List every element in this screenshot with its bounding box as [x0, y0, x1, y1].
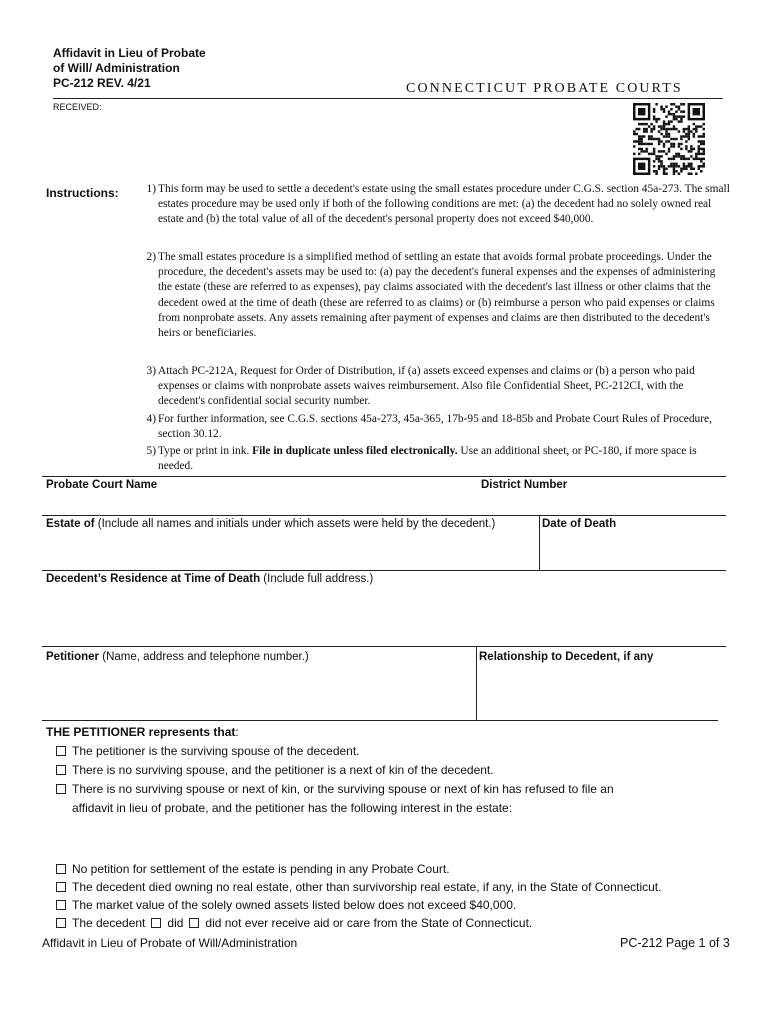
footer-form-name: Affidavit in Lieu of Probate of Will/Administration [42, 936, 298, 950]
option-next-of-kin[interactable] [56, 763, 494, 777]
option-other-interest[interactable] [56, 782, 614, 796]
statement-label: No petition for settlement of the estate is pending in any Probate Court. [72, 862, 450, 876]
header-divider [53, 98, 723, 99]
field-divider [42, 570, 726, 571]
instruction-text: The small estates procedure is a simplified method of settling an estate that avoids formal probate proceedings. Under the procedure, the decedent's assets may be used to: (a) pay the decedent's funeral expenses and the expenses of administering the estate (these are referred to as expenses), pay claims associated with the decedent's last illness or other claims that the decedent owed at the time of death (these are referred to as claims) or (b) reimburse a person who paid expenses or claims from nonprobate assets. Any assets remaining after payment of expenses and claims are then distributed to the decedent's heirs or beneficiaries. [158, 251, 716, 340]
footer-page-number: PC-212 Page 1 of 3 [620, 936, 730, 950]
did-checkbox[interactable] [151, 918, 161, 928]
instruction-text-part: Type or print in ink. [158, 445, 253, 457]
statement-no-petition[interactable] [56, 862, 450, 876]
represents-heading: THE PETITIONER represents that: [46, 725, 239, 739]
qr-code-icon [633, 103, 705, 175]
statement-market-value[interactable] [56, 898, 516, 912]
instruction-item [140, 412, 732, 442]
instruction-bold-note: File in duplicate unless filed electronically. [252, 445, 458, 457]
instructions-label: Instructions: [46, 186, 119, 200]
instruction-number: 2) [146, 251, 156, 263]
option-label: affidavit in lieu of probate, and the petitioner has the following interest in the estate: [72, 801, 513, 815]
relationship-field[interactable] [479, 668, 719, 718]
residence-label: Decedent’s Residence at Time of Death (Include full address.) [46, 573, 374, 585]
did-label: did [167, 916, 184, 930]
option-label: There is no surviving spouse or next of kin, or the surviving spouse or next of kin has refused to file an [72, 782, 614, 796]
instruction-text: Attach PC-212A, Request for Order of Distribution, if (a) assets exceed expenses and claims or (b) a person who paid expenses or claims with nonprobate assets waives reimbursement. Also file Confidential Sheet, PC-212CI, with the decedent's confidential social security number. [158, 365, 695, 408]
district-number-field[interactable] [481, 496, 721, 514]
date-of-death-label: Date of Death [542, 518, 617, 530]
interest-field[interactable] [72, 818, 712, 858]
instruction-text-part: Use an additional sheet, or PC-180, if more space is needed. [158, 445, 697, 473]
instruction-item [140, 182, 732, 228]
instruction-text: This form may be used to settle a decedent's estate using the small estates procedure under C.G.S. section 45a-273. The small estates procedure may be used only if both of the following conditions are met: (a) the decedent had no solely owned real estate and (b) the total value of all of the decedent's personal property does not exceed $40,000. [158, 183, 730, 226]
statement-state-aid [56, 916, 532, 930]
received-label: RECEIVED: [53, 102, 102, 112]
field-divider [42, 720, 718, 721]
did-not-checkbox[interactable] [189, 918, 199, 928]
instruction-number: 3) [146, 365, 156, 377]
option-label: The petitioner is the surviving spouse of the decedent. [72, 744, 360, 758]
checkbox[interactable] [56, 765, 66, 775]
option-other-interest-cont [72, 801, 512, 815]
petitioner-label: Petitioner (Name, address and telephone number.) [46, 651, 309, 663]
checkbox[interactable] [56, 864, 66, 874]
probate-court-name-field[interactable] [46, 496, 476, 514]
field-divider [42, 646, 726, 647]
form-title-line2: of Will/ Administration [53, 61, 180, 75]
instruction-number: 4) [146, 413, 156, 425]
statement-label: The decedent [72, 916, 146, 930]
field-divider [539, 515, 540, 570]
petitioner-field[interactable] [46, 668, 472, 718]
checkbox[interactable] [56, 882, 66, 892]
did-not-label: did not ever receive aid or care from the State of Connecticut. [205, 916, 533, 930]
field-divider [42, 515, 726, 516]
field-divider [476, 646, 477, 720]
field-divider [42, 476, 726, 477]
estate-of-label: Estate of (Include all names and initials under which assets were held by the decedent.) [46, 518, 496, 530]
instruction-text: For further information, see C.G.S. sections 45a-273, 45a-365, 17b-95 and 18-85b and Probate Court Rules of Procedure, section 30.12. [158, 413, 712, 441]
instruction-item [140, 250, 732, 341]
instruction-item [140, 364, 732, 410]
district-number-label: District Number [481, 479, 568, 491]
statement-label: The market value of the solely owned assets listed below does not exceed $40,000. [72, 898, 517, 912]
probate-court-name-label: Probate Court Name [46, 479, 158, 491]
relationship-label: Relationship to Decedent, if any [479, 651, 654, 663]
court-name: CONNECTICUT PROBATE COURTS [406, 81, 683, 96]
checkbox[interactable] [56, 746, 66, 756]
checkbox[interactable] [56, 784, 66, 794]
residence-field[interactable] [46, 590, 722, 642]
form-title [53, 46, 206, 91]
instruction-text [158, 444, 732, 474]
statement-no-real-estate[interactable] [56, 880, 661, 894]
option-label: There is no surviving spouse, and the petitioner is a next of kin of the decedent. [72, 763, 494, 777]
checkbox[interactable] [56, 900, 66, 910]
date-of-death-field[interactable] [542, 534, 722, 568]
instruction-number: 5) [146, 445, 156, 457]
estate-of-field[interactable] [46, 534, 534, 568]
option-surviving-spouse[interactable] [56, 744, 360, 758]
instruction-item [140, 444, 732, 474]
form-code: PC-212 REV. 4/21 [53, 76, 151, 90]
form-title-line1: Affidavit in Lieu of Probate [53, 46, 206, 60]
checkbox[interactable] [56, 918, 66, 928]
instruction-number: 1) [146, 183, 156, 195]
statement-label: The decedent died owning no real estate, other than survivorship real estate, if any, in the State of Connecticut. [72, 880, 662, 894]
